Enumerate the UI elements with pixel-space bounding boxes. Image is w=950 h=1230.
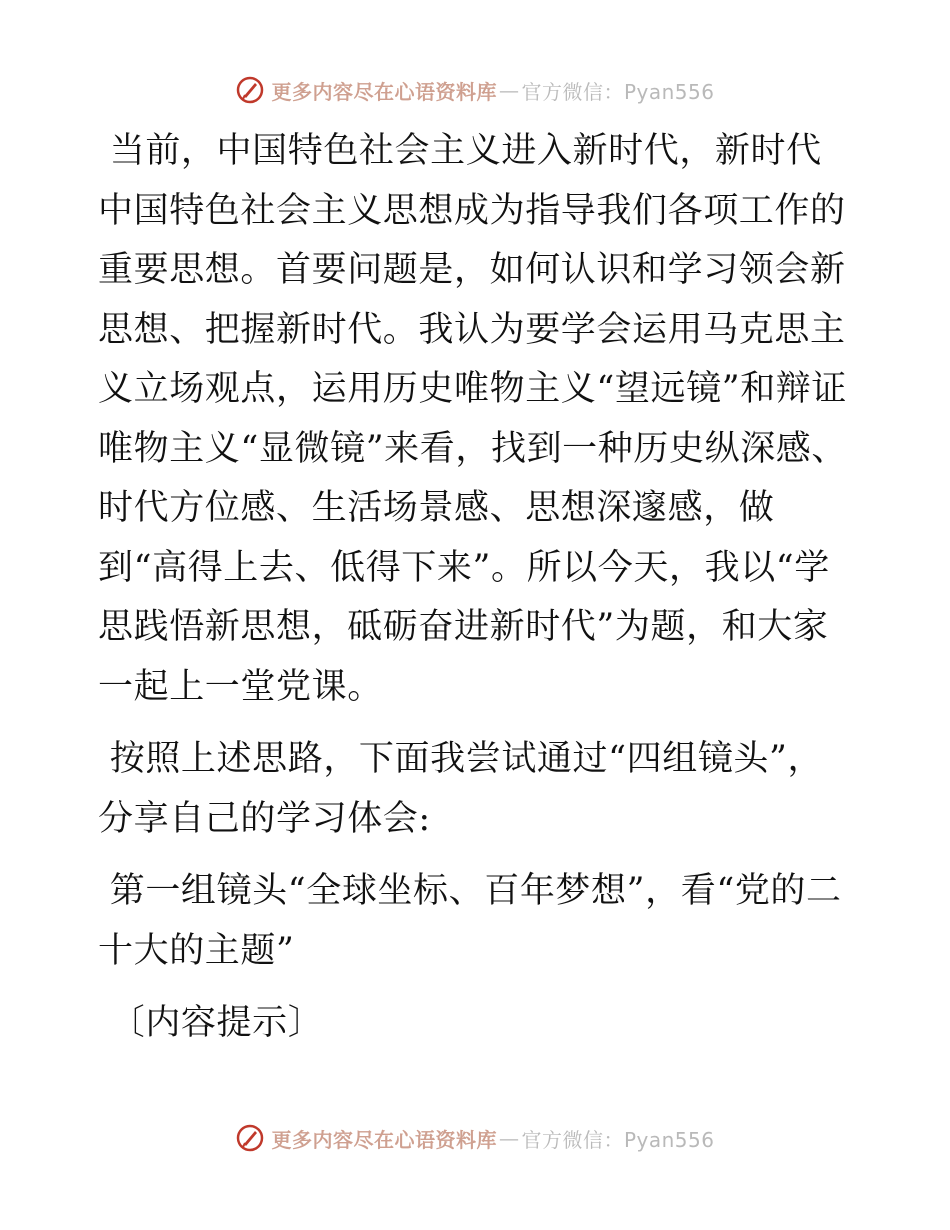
header-watermark xyxy=(0,70,950,110)
quill-logo-icon xyxy=(235,75,265,105)
paragraph-intro: 当前，中国特色社会主义进入新时代，新时代中国特色社会主义思想成为指导我们各项工作的重要思想。首要问题是，如何认识和学习领会新思想、把握新时代。我认为要学会运用马克思主义立场观点，运用历史唯物主义“望远镜”和辩证唯物主义“显微镜”来看，找到一种历史纵深感、时代方位感、生活场景感、思想深邃感，做到“高得上去、低得下来”。所以今天，我以“学思践悟新思想，砥砺奋进新时代”为题，和大家一起上一堂党课。 xyxy=(98,131,847,707)
watermark-main-text: 更多内容尽在心语资料库 xyxy=(271,79,497,104)
watermark-main-text: 更多内容尽在心语资料库 xyxy=(271,1127,497,1152)
footer-watermark xyxy=(0,1118,950,1158)
paragraph-outline: 按照上述思路，下面我尝试通过“四组镜头”，分享自己的学习体会: xyxy=(98,739,824,839)
paragraph-content-hint: 〔内容提示〕 xyxy=(98,1003,324,1043)
quill-logo-icon xyxy=(235,1123,265,1153)
watermark-dash: — xyxy=(498,78,520,102)
watermark-wechat-text: 官方微信：Pyan556 xyxy=(521,1127,715,1152)
paragraph-first-shot: 第一组镜头“全球坐标、百年梦想”，看“党的二十大的主题” xyxy=(98,871,842,971)
watermark-dash: — xyxy=(498,1126,520,1150)
watermark-wechat-text: 官方微信：Pyan556 xyxy=(521,79,715,104)
document-body xyxy=(98,122,848,1067)
